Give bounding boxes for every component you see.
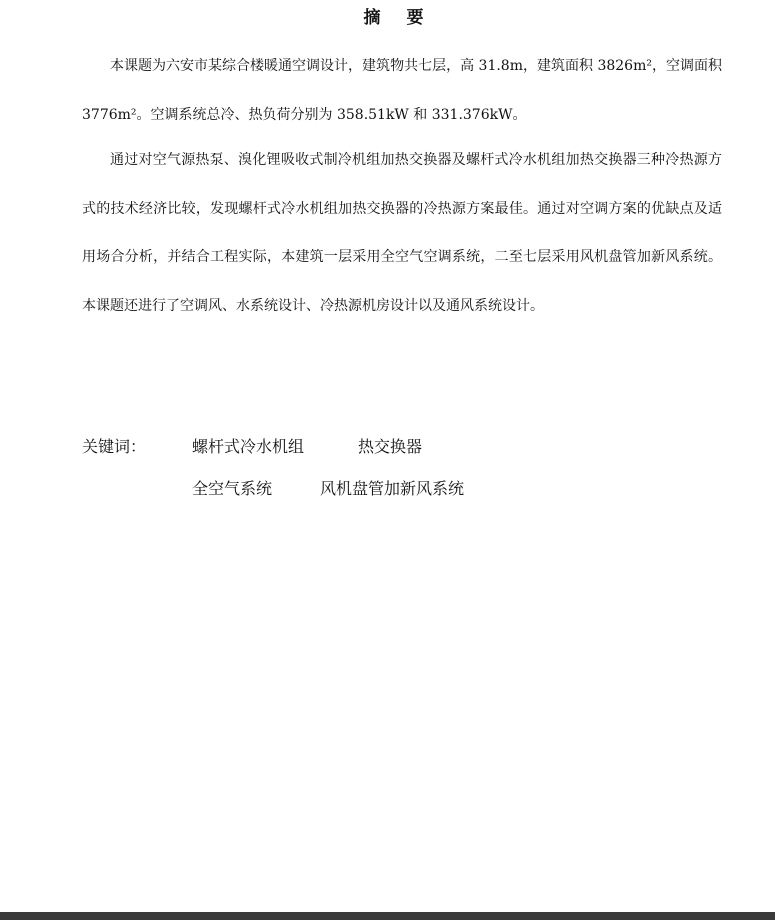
keyword-item: 全空气系统 — [192, 479, 273, 498]
bottom-scroll-bar — [0, 912, 775, 920]
keyword-item: 风机盘管加新风系统 — [320, 479, 465, 498]
abstract-title: 摘 要 — [363, 8, 434, 28]
keywords-label: 关键词： — [82, 437, 147, 456]
abstract-paragraph-2: 通过对空气源热泵、溴化锂吸收式制冷机组加热交换器及螺杆式冷水机组加热交换器三种冷热源方式的技术经济比较，发现螺杆式冷水机组加热交换器的冷热源方案最佳。通过对空调方案的优缺点及适用场合分析，并结合工程实际，本建筑一层采用全空气空调系统，二至七层采用风机盘管加新风系统。本课题还进行了空调风、水系统设计、冷热源机房设计以及通风系统设计。 — [82, 152, 722, 314]
keyword-item: 螺杆式冷水机组 — [192, 437, 305, 456]
keyword-item: 热交换器 — [358, 437, 423, 456]
abstract-paragraph-1: 本课题为六安市某综合楼暖通空调设计，建筑物共七层，高 31.8m，建筑面积 3826m²，空调面积 3776m²。空调系统总冷、热负荷分别为 358.51kW 和 331.376kW。 — [82, 58, 722, 123]
